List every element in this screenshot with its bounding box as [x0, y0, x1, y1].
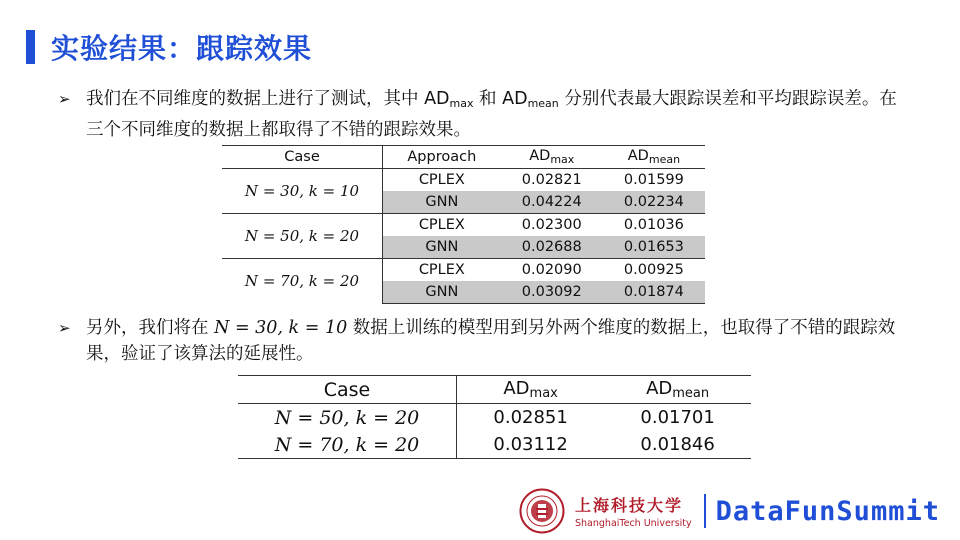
brand-logo: DataFunSummit	[715, 495, 940, 527]
results-table	[222, 145, 705, 304]
col-header-case: Case	[238, 376, 457, 404]
approach-cell: CPLEX	[383, 169, 501, 192]
table-row	[238, 431, 751, 459]
admean-cell: 0.01701	[640, 407, 715, 428]
admean-cell: 0.01846	[604, 431, 751, 459]
col-header-admax: $AD_{max}$	[457, 376, 605, 404]
admax-cell: 0.02821	[501, 169, 603, 192]
admax-cell: 0.04224	[501, 191, 603, 214]
admax-cell: 0.02300	[501, 214, 603, 237]
bullet-2-text: 另外，我们将在 N = 30, k = 10 数据上训练的模型用到另外两个维度的数据上，也取得了不错的跟踪效果，验证了该算法的延展性。	[86, 318, 896, 364]
admean-cell: 0.01036	[603, 214, 705, 237]
col-header-approach: Approach	[383, 146, 501, 169]
table-row	[222, 214, 705, 237]
bullet-1	[58, 86, 898, 143]
approach-cell: GNN	[383, 191, 501, 214]
bullet-2	[58, 315, 898, 367]
case-cell: N = 30, k = 10	[222, 169, 383, 214]
title-accent-bar	[26, 30, 35, 64]
slide-title: 实验结果：跟踪效果	[51, 32, 313, 65]
admean-cell: 0.01653	[603, 236, 705, 259]
col-header-admax: $AD_{max}$	[501, 146, 603, 169]
logo-divider	[704, 494, 706, 528]
case-cell: N = 50, k = 20	[222, 214, 383, 259]
inline-math: N = 30, k = 10	[214, 318, 348, 338]
generalization-table	[238, 375, 751, 459]
table-row	[238, 404, 751, 432]
table-row	[222, 259, 705, 282]
approach-cell: GNN	[383, 281, 501, 304]
university-name: 上海科技大学 ShanghaiTech University	[575, 496, 692, 529]
approach-cell: CPLEX	[383, 259, 501, 282]
col-header-admean: $AD_{mean}$	[604, 376, 751, 404]
footer-logos	[519, 487, 940, 535]
admax-cell: 0.03092	[501, 281, 603, 304]
admax-cell: 0.02688	[501, 236, 603, 259]
col-header-case: Case	[222, 146, 383, 169]
admax-cell: 0.02851	[493, 407, 568, 428]
admean-cell: 0.01874	[603, 281, 705, 304]
admean-cell: 0.01599	[603, 169, 705, 192]
case-cell: N = 50, k = 20	[238, 404, 457, 432]
approach-cell: GNN	[383, 236, 501, 259]
bullet-arrow-icon: ➢	[58, 90, 71, 108]
case-cell: N = 70, k = 20	[238, 431, 457, 459]
col-header-admean: $AD_{mean}$	[603, 146, 705, 169]
admax-cell: 0.02090	[501, 259, 603, 282]
slide-title-bar	[26, 30, 312, 64]
approach-cell: CPLEX	[383, 214, 501, 237]
bullet-1-text: 我们在不同维度的数据上进行了测试，其中 $AD_{max}$ 和 $AD_{mean}$ 分别代表最大跟踪误差和平均跟踪误差。在三个不同维度的数据上都取得了不错的跟踪效果。	[86, 89, 897, 140]
university-seal-icon	[519, 488, 565, 534]
admax-cell: 0.03112	[457, 431, 605, 459]
table-row	[222, 169, 705, 192]
bullet-arrow-icon: ➢	[58, 319, 71, 337]
admean-cell: 0.02234	[603, 191, 705, 214]
admean-cell: 0.00925	[603, 259, 705, 282]
case-cell: N = 70, k = 20	[222, 259, 383, 304]
